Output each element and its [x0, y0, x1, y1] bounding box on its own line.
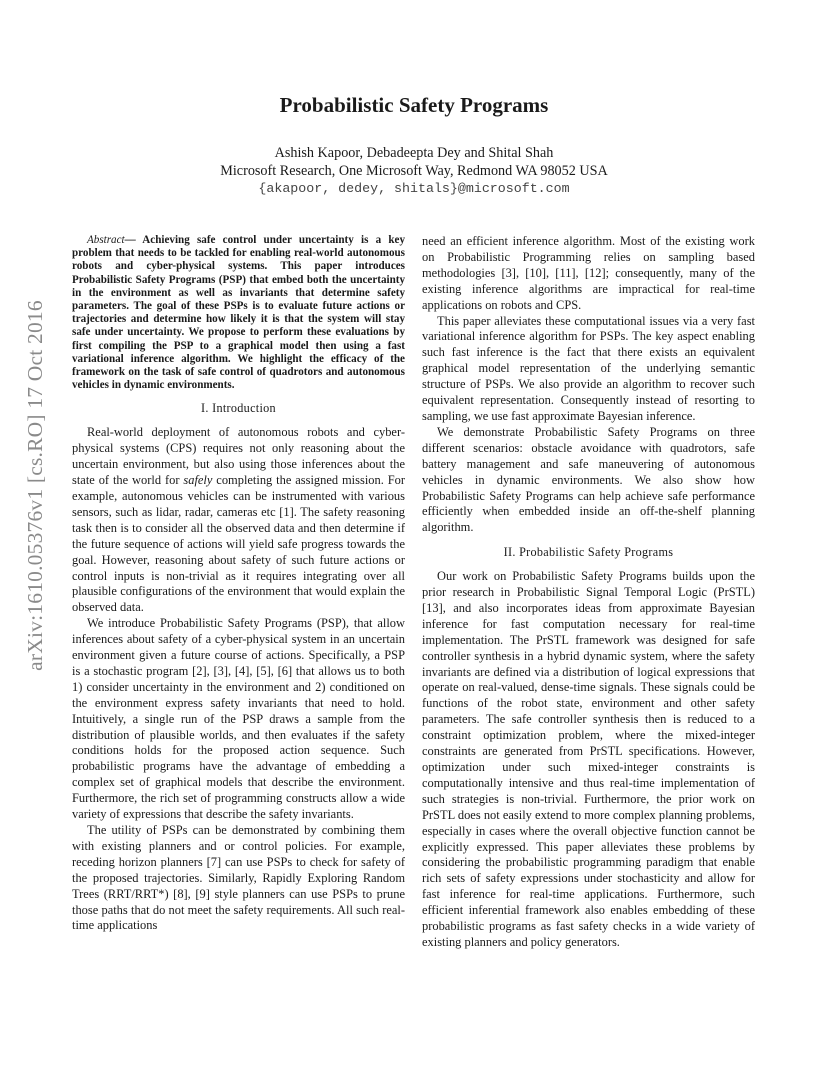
intro-paragraph-3: The utility of PSPs can be demonstrated by combining them with existing planners and or control policies. For example, receding horizon planners [7] can use PSPs to check for safety of the proposed trajectories. Similarly, Rapidly Exploring Random Trees (RRT/RRT*) [8], [9] style planners can use PSPs to prune those paths that do not meet the safety requirements. All such real-time applications — [72, 823, 405, 933]
arxiv-identifier-text: arXiv:1610.05376v1 [cs.RO] 17 Oct 2016 — [22, 299, 47, 671]
intro-paragraph-2: We introduce Probabilistic Safety Programs (PSP), that allow inferences about safety of a cyber-physical system in an uncertain environment given a future course of actions. Specifically, a PSP is a stochastic program [2], [3], [4], [5], [6] that allows us to both 1) consider uncertainty in the environment and 2) conditioned on the environment express safety invariants that need to hold. Intuitively, a single run of the PSP draws a sample from the distribution of plausible worlds, and then evaluates if the safety conditions holds for the proposed action sequence. Such probabilistic programs have the advantage of embedding a complex set of graphical models that describe the environment. Furthermore, the rich set of programming constructs allow a wide variety of expressions that describe the safety invariants. — [72, 616, 405, 822]
abstract-label: Abstract — [87, 234, 125, 246]
paper-title: Probabilistic Safety Programs — [279, 93, 549, 117]
psp-paragraph-1: Our work on Probabilistic Safety Programs builds upon the prior research in Probabilistic Signal Temporal Logic (PrSTL) [13], and also incorporates ideas from approximate Bayesian inference for fast computation necessary for real-time implementation. The PrSTL framework was designed for safe controller synthesis in a hybrid dynamic system, where the safety invariants are defined via a distribution of logical expressions that operate on real-valued, dense-time signals. These signals could be functions of the robot state, environment and other safety parameters. The safe controller synthesis then is reduced to a constraint optimization problem, where the mixed-integer constraints are generated from PrSTL specifications. However, optimization under such mixed-integer constraints is computationally intensive and thus real-time implementation of such strategies is non-trivial. Furthermore, the prior work on PrSTL does not easily extend to more complex planning problems, especially in cases where the overall objective function cannot be explicitly expressed. This paper alleviates these problems by considering the probabilistic programming paradigm that enable rich sets of safety expressions under stochasticity and allow for fast inference for real-time applications. Furthermore, such efficient inferential framework also enables embedding of these probabilistic programs as fast safety checks in a wide variety of existing planners and policy generators. — [422, 569, 755, 949]
left-column — [72, 234, 405, 934]
author-block — [0, 144, 828, 198]
intro-paragraph-1 — [72, 425, 405, 616]
intro-paragraph-6: We demonstrate Probabilistic Safety Programs on three different scenarios: obstacle avoidance with quadrotors, safe battery management and safe maneuvering of autonomous vehicles in dynamic environments. We also show how Probabilistic Safety Programs can help achieve safe performance efficiently when embedded inside an off-the-shelf planning algorithm. — [422, 424, 755, 535]
intro-p1-text-b: completing the assigned mission. For example, autonomous vehicles can be instrumented with various sensors, such as lidar, radar, cameras etc [1]. The safety reasoning task then is to consider all the observed data and then determine if the future sequence of actions will yield safe progress towards the goal. However, reasoning about safety of such future actions or control inputs is non-trivial as it requires integrating over all plausible configurations of the environment that would explain the observed data. — [72, 473, 405, 615]
abstract — [72, 234, 405, 392]
author-affiliation: Microsoft Research, One Microsoft Way, Redmond WA 98052 USA — [220, 163, 608, 179]
section-1-heading: I. Introduction — [201, 401, 276, 416]
abstract-text: — Achieving safe control under uncertainty is a key problem that needs to be tackled for enabling real-world autonomous robots and cyber-physical systems. This paper introduces Probabilistic Safety Programs (PSP) that embed both the uncertainty in the environment as well as invariants that determine safety parameters. The goal of these PSPs is to evaluate future actions or trajectories and determine how likely it is that the system will stay safe under uncertainty. We propose to perform these evaluations by first compiling the PSP to a graphical model then using a fast variational inference algorithm. We highlight the efficacy of the framework on the task of safe control of quadrotors and autonomous vehicles in dynamic environments. — [72, 234, 405, 392]
intro-paragraph-5: This paper alleviates these computational issues via a very fast variational inference algorithm for PSPs. The key aspect enabling such fast inference is the fact that there exists an equivalent graphical model representation of the underlying semantic structure of PSPs. We also provide an algorithm to recover such equivalent representation. Consequently instead of resorting to sampling, we use fast approximate Bayesian inference. — [422, 313, 755, 423]
intro-p1-text-a: Real-world deployment of autonomous robots and cyber-physical systems (CPS) requires not only reasoning about the uncertain environment, but also using those inferences about the state of the world for — [72, 425, 405, 488]
author-names: Ashish Kapoor, Debadeepta Dey and Shital Shah — [274, 145, 554, 161]
author-emails: {akapoor, dedey, shitals}@microsoft.com — [258, 181, 570, 196]
intro-paragraph-4: need an efficient inference algorithm. Most of the existing work on Probabilistic Programming relies on sampling based methodologies [3], [10], [11], [12]; consequently, many of the existing inference algorithms are impractical for real-time applications on robots and CPS. — [422, 234, 755, 312]
section-2-heading: II. Probabilistic Safety Programs — [503, 545, 674, 560]
intro-p1-emphasis: safely — [183, 473, 213, 488]
right-column — [422, 234, 755, 951]
arxiv-identifier-stamp — [18, 290, 52, 680]
